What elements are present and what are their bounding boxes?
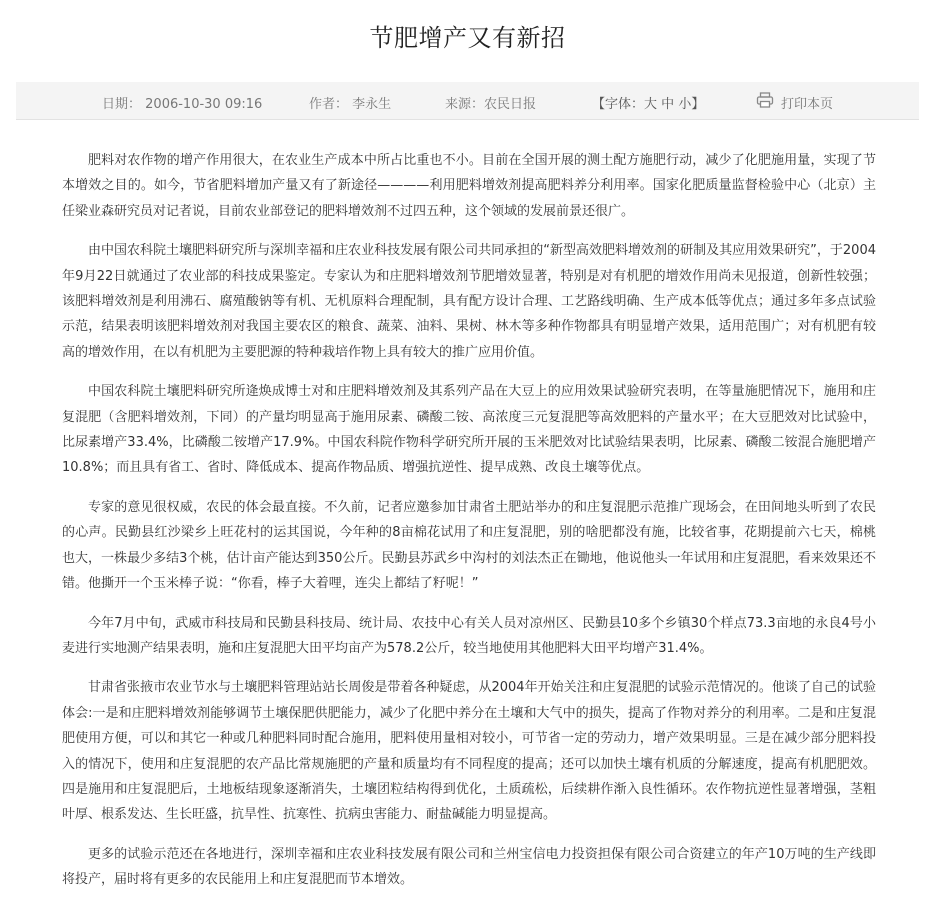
date-value: 2006-10-30 09:16	[145, 97, 263, 112]
author-meta	[309, 93, 391, 112]
article-paragraph-5: 今年7月中旬，武威市科技局和民勤县科技局、统计局、农技中心有关人员对凉州区、民勤县10多个乡镇30个样点73.3亩地的永良4号小麦进行实地测产结果表明，施和庄复混肥大田平均亩产为578.2公斤，较当地使用其他肥料大田平均增产31.4%。	[62, 615, 876, 656]
article-info-bar	[16, 82, 919, 120]
article-paragraph-4: 专家的意见很权威，农民的体会最直接。不久前，记者应邀参加甘肃省土肥站举办的和庄复混肥示范推广现场会，在田间地头听到了农民的心声。民勤县红沙梁乡上旺花村的运其国说，今年种的8亩棉花试用了和庄复混肥，别的啥肥都没有施，比较省事，花期提前六七天，棉桃也大，一株最少多结3个桃，估计亩产能达到350公斤。民勤县苏武乡中沟村的刘法杰正在锄地，他说他头一年试用和庄复混肥，看来效果还不错。他撕开一个玉米棒子说：“你看，棒子大着哩，连尖上都结了籽呢！”	[62, 499, 876, 592]
font-size-close: 】	[691, 97, 705, 112]
source-meta	[445, 93, 536, 112]
article-title: 节肥增产又有新招	[369, 24, 566, 52]
font-size-control	[592, 93, 704, 112]
print-label: 打印本页	[781, 97, 834, 112]
print-page-button[interactable]	[756, 93, 833, 112]
article-paragraph-2: 由中国农科院土壤肥料研究所与深圳幸福和庄农业科技发展有限公司共同承担的“新型高效肥料增效剂的研制及其应用效果研究”，于2004年9月22日就通过了农业部的科技成果鉴定。专家认为和庄肥料增效剂节肥增效显著，特别是对有机肥的增效作用尚未见报道，创新性较强；该肥料增效剂是利用沸石、腐殖酸钠等有机、无机原料合理配制，具有配方设计合理、工艺路线明确、生产成本低等优点；通过多年多点试验示范，结果表明该肥料增效剂对我国主要农区的粮食、蔬菜、油料、果树、林木等多种作物都具有明显增产效果，适用范围广；对有机肥有较高的增效作用，在以有机肥为主要肥源的特种栽培作物上具有较大的推广应用价值。	[62, 243, 876, 360]
printer-icon	[756, 92, 774, 108]
font-size-open: 【字体：	[592, 97, 645, 112]
article-paragraph-3: 中国农科院土壤肥料研究所逄焕成博士对和庄肥料增效剂及其系列产品在大豆上的应用效果试验研究表明，在等量施肥情况下，施用和庄复混肥（含肥料增效剂，下同）的产量均明显高于施用尿素、磷酸二铵、高浓度三元复混肥等高效肥料的产量水平；在大豆肥效对比试验中，比尿素增产33.4%，比磷酸二铵增产17.9%。中国农科院作物科学研究所开展的玉米肥效对比试验结果表明，比尿素、磷酸二铵混合施肥增产10.8%；而且具有省工、省时、降低成本、提高作物品质、增强抗逆性、提早成熟、改良土壤等优点。	[62, 384, 876, 476]
date-label: 日期：	[102, 97, 142, 112]
author-label: 作者：	[309, 97, 349, 112]
article-paragraph-7: 更多的试验示范还在各地进行，深圳幸福和庄农业科技发展有限公司和兰州宝信电力投资担保有限公司合资建立的年产10万吨的生产线即将投产，届时将有更多的农民能用上和庄复混肥而节本增效。	[62, 846, 876, 888]
font-large-link[interactable]: 大	[644, 97, 658, 112]
article-body	[62, 148, 876, 907]
font-medium-link[interactable]: 中	[661, 97, 675, 112]
article-paragraph-1: 肥料对农作物的增产作用很大，在农业生产成本中所占比重也不小。目前在全国开展的测土配方施肥行动，减少了化肥施用量，实现了节本增效之目的。如今，节省肥料增加产量又有了新途径————利用肥料增效剂提高肥料养分利用率。国家化肥质量监督检验中心（北京）主任梁业森研究员对记者说，目前农业部登记的肥料增效剂不过四五种，这个领域的发展前景还很广。	[62, 153, 876, 219]
source-label: 来源：	[445, 97, 485, 112]
date-meta	[102, 93, 262, 112]
author-value: 李永生	[352, 97, 392, 112]
font-small-link[interactable]: 小	[678, 97, 692, 112]
article-paragraph-6: 甘肃省张掖市农业节水与土壤肥料管理站站长周俊是带着各种疑虑，从2004年开始关注和庄复混肥的试验示范情况的。他谈了自己的试验体会:一是和庄肥料增效剂能够调节土壤保肥供肥能力，减少了化肥中养分在土壤和大气中的损失，提高了作物对养分的利用率。二是和庄复混肥使用方便，可以和其它一种或几种肥料同时配合施用，肥料使用量相对较小，可节省一定的劳动力，增产效果明显。三是在减少部分肥料投入的情况下，使用和庄复混肥的农产品比常规施肥的产量和质量均有不同程度的提高；还可以加快土壤有机质的分解速度，提高有机肥肥效。四是施用和庄复混肥后，土地板结现象逐渐消失，土壤团粒结构得到优化，土质疏松，后续耕作渐入良性循环。农作物抗逆性显著增强，茎粗叶厚、根系发达、生长旺盛，抗旱性、抗寒性、抗病虫害能力、耐盐碱能力明显提高。	[62, 680, 876, 823]
source-value: 农民日报	[484, 97, 537, 112]
